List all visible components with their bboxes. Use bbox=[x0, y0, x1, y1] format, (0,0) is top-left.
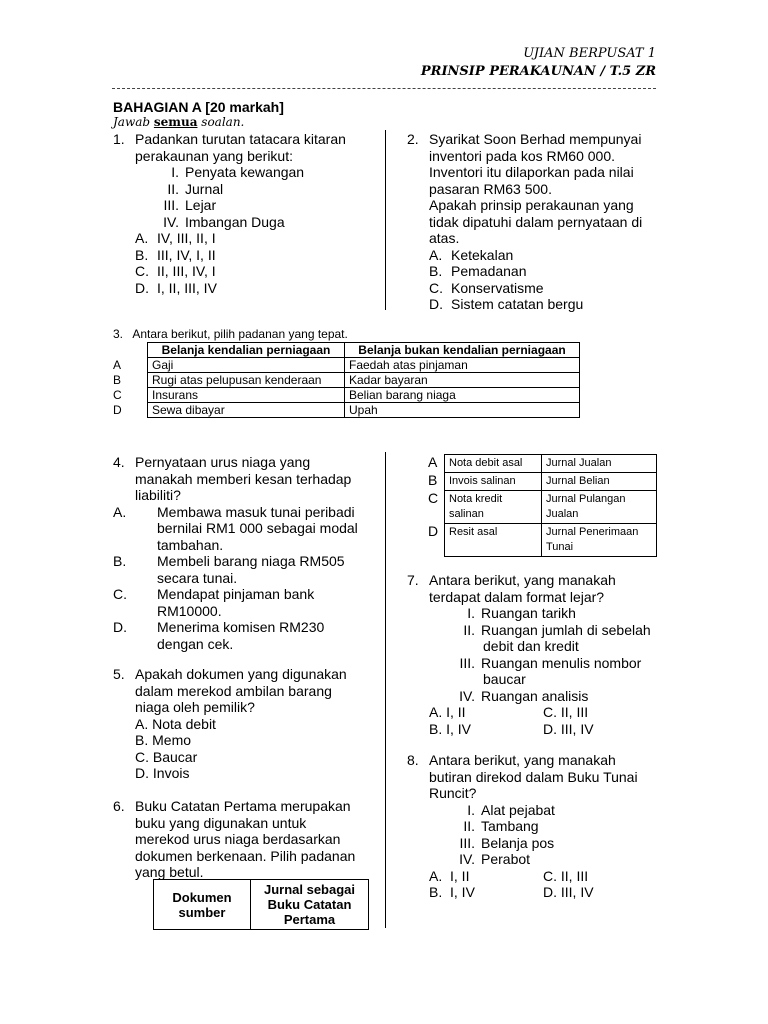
question-text: Apakah dokumen yang digunakan dalam merekod ambilan barang niaga oleh pemilik? bbox=[135, 666, 347, 715]
roman-item: II. Tambang bbox=[463, 818, 539, 834]
roman-item: III. Lejar bbox=[163, 197, 217, 213]
column-divider bbox=[385, 130, 386, 310]
question-number: 3. bbox=[113, 327, 124, 341]
answer-option[interactable]: A. IV, III, II, I bbox=[135, 230, 216, 246]
q6-header-table bbox=[153, 879, 369, 930]
question-number: 1. bbox=[113, 131, 125, 147]
answer-option[interactable]: B. I, IV bbox=[429, 884, 475, 900]
answer-option[interactable]: C. Mendapat pinjaman bank RM10000. bbox=[113, 586, 315, 619]
answer-option[interactable]: A. Membawa masuk tunai peribadi bernilai RM1 000 sebagai modal tambahan. bbox=[113, 503, 358, 553]
column-divider bbox=[385, 452, 386, 928]
answer-option[interactable]: D. Invois bbox=[135, 765, 190, 781]
header-divider bbox=[112, 88, 656, 89]
question-text: Padankan turutan tatacara kitaran perakaunan yang berikut: bbox=[135, 131, 346, 164]
question-number: 4. bbox=[113, 454, 125, 470]
roman-item: IV. Ruangan analisis bbox=[459, 687, 589, 704]
table-row[interactable]: C Insurans Belian barang niaga bbox=[105, 388, 580, 403]
question-text: Buku Catatan Pertama merupakan buku yang digunakan untuk merekod urus niaga berdasarkan dokumen berkenaan. Pilih padanan yang betul. bbox=[135, 798, 356, 880]
answer-option[interactable]: B. III, IV, I, II bbox=[135, 246, 216, 263]
answer-option[interactable]: D. III, IV bbox=[543, 884, 594, 900]
q6-options-table bbox=[428, 454, 657, 557]
table-row[interactable]: C Nota kredit salinan Jurnal Pulangan Jualan bbox=[428, 491, 657, 524]
table-header: Jurnal sebagai Buku Catatan Pertama bbox=[251, 880, 369, 930]
table-header: Belanja kendalian perniagaan bbox=[148, 343, 345, 358]
roman-item: II. Ruangan jumlah di sebelah debit dan kredit bbox=[463, 621, 651, 654]
question-text: Antara berikut, yang manakah butiran direkod dalam Buku Tunai Runcit? bbox=[429, 752, 638, 801]
roman-item: III. Belanja pos bbox=[459, 834, 555, 851]
q3-table bbox=[105, 342, 580, 418]
answer-option[interactable]: A. Nota debit bbox=[135, 715, 216, 732]
section-title: BAHAGIAN A [20 markah] bbox=[113, 99, 284, 115]
question-text: Antara berikut, yang manakah terdapat dalam format lejar? bbox=[429, 572, 616, 605]
answer-option[interactable]: C. II, III, IV, I bbox=[135, 263, 216, 279]
answer-option[interactable]: D. I, II, III, IV bbox=[135, 279, 217, 296]
answer-option[interactable]: D. III, IV bbox=[543, 720, 594, 737]
table-row[interactable]: D Resit asal Jurnal Penerimaan Tunai bbox=[428, 524, 657, 557]
answer-option[interactable]: C. II, III bbox=[543, 867, 589, 884]
question-number: 7. bbox=[407, 572, 419, 588]
section-instruction: Jawab semua soalan. bbox=[113, 115, 245, 129]
table-header: Belanja bukan kendalian perniagaan bbox=[345, 343, 580, 358]
roman-item: I. Penyata kewangan bbox=[171, 164, 305, 180]
answer-option[interactable]: A. I, II bbox=[429, 867, 470, 884]
answer-option[interactable]: D. Sistem catatan bergu bbox=[429, 296, 584, 312]
question-text: Antara berikut, pilih padanan yang tepat. bbox=[132, 327, 348, 341]
table-row[interactable]: A Gaji Faedah atas pinjaman bbox=[105, 358, 580, 373]
question-6 bbox=[113, 798, 361, 881]
answer-option[interactable]: A. Ketekalan bbox=[429, 246, 514, 263]
answer-option[interactable]: B. I, IV bbox=[429, 720, 472, 737]
question-1 bbox=[113, 131, 363, 296]
subject-title: PRINSIP PERAKAUNAN / T.5 ZR bbox=[420, 64, 656, 79]
roman-item: II. Jurnal bbox=[167, 180, 224, 197]
answer-option[interactable]: C. Baucar bbox=[135, 748, 198, 765]
question-text: Pernyataan urus niaga yang manakah memberi kesan terhadap liabiliti? bbox=[135, 454, 352, 503]
question-number: 2. bbox=[407, 131, 419, 147]
question-5 bbox=[113, 666, 358, 782]
answer-option[interactable]: A. I, II bbox=[429, 704, 466, 720]
table-row[interactable]: A Nota debit asal Jurnal Jualan bbox=[428, 455, 657, 473]
answer-option[interactable]: C. Konservatisme bbox=[429, 279, 544, 296]
table-row[interactable]: B Rugi atas pelupusan kenderaan Kadar bayaran bbox=[105, 373, 580, 388]
question-prompt: Apakah prinsip perakaunan yang tidak dipatuhi dalam pernyataan di atas. bbox=[429, 197, 643, 246]
answer-option[interactable]: C. II, III bbox=[543, 704, 589, 720]
question-number: 6. bbox=[113, 798, 125, 814]
roman-item: III. Ruangan menulis nombor baucar bbox=[459, 654, 642, 687]
question-number: 8. bbox=[407, 752, 419, 768]
roman-item: IV. Perabot bbox=[459, 851, 531, 867]
answer-option[interactable]: B. Pemadanan bbox=[429, 263, 527, 279]
table-header: Dokumen sumber bbox=[154, 880, 251, 930]
question-text: Syarikat Soon Berhad mempunyai inventori pada kos RM60 000. Inventori itu dilaporkan pada nilai pasaran RM63 500. bbox=[429, 131, 642, 197]
answer-option[interactable]: B. Memo bbox=[135, 732, 192, 748]
table-row[interactable]: B Invois salinan Jurnal Belian bbox=[428, 473, 657, 491]
table-row[interactable]: D Sewa dibayar Upah bbox=[105, 403, 580, 418]
roman-item: I. Alat pejabat bbox=[467, 801, 555, 818]
question-3 bbox=[113, 327, 348, 341]
answer-option[interactable]: B. Membeli barang niaga RM505 secara tunai. bbox=[113, 553, 345, 586]
question-8 bbox=[407, 752, 657, 901]
exam-title: UJIAN BERPUSAT 1 bbox=[523, 46, 656, 61]
question-4 bbox=[113, 454, 358, 652]
answer-option[interactable]: D. Menerima komisen RM230 dengan cek. bbox=[113, 619, 325, 652]
question-7 bbox=[407, 572, 657, 737]
roman-item: I. Ruangan tarikh bbox=[467, 605, 576, 621]
question-2 bbox=[407, 131, 652, 313]
roman-item: IV. Imbangan Duga bbox=[163, 213, 285, 230]
question-number: 5. bbox=[113, 666, 125, 682]
